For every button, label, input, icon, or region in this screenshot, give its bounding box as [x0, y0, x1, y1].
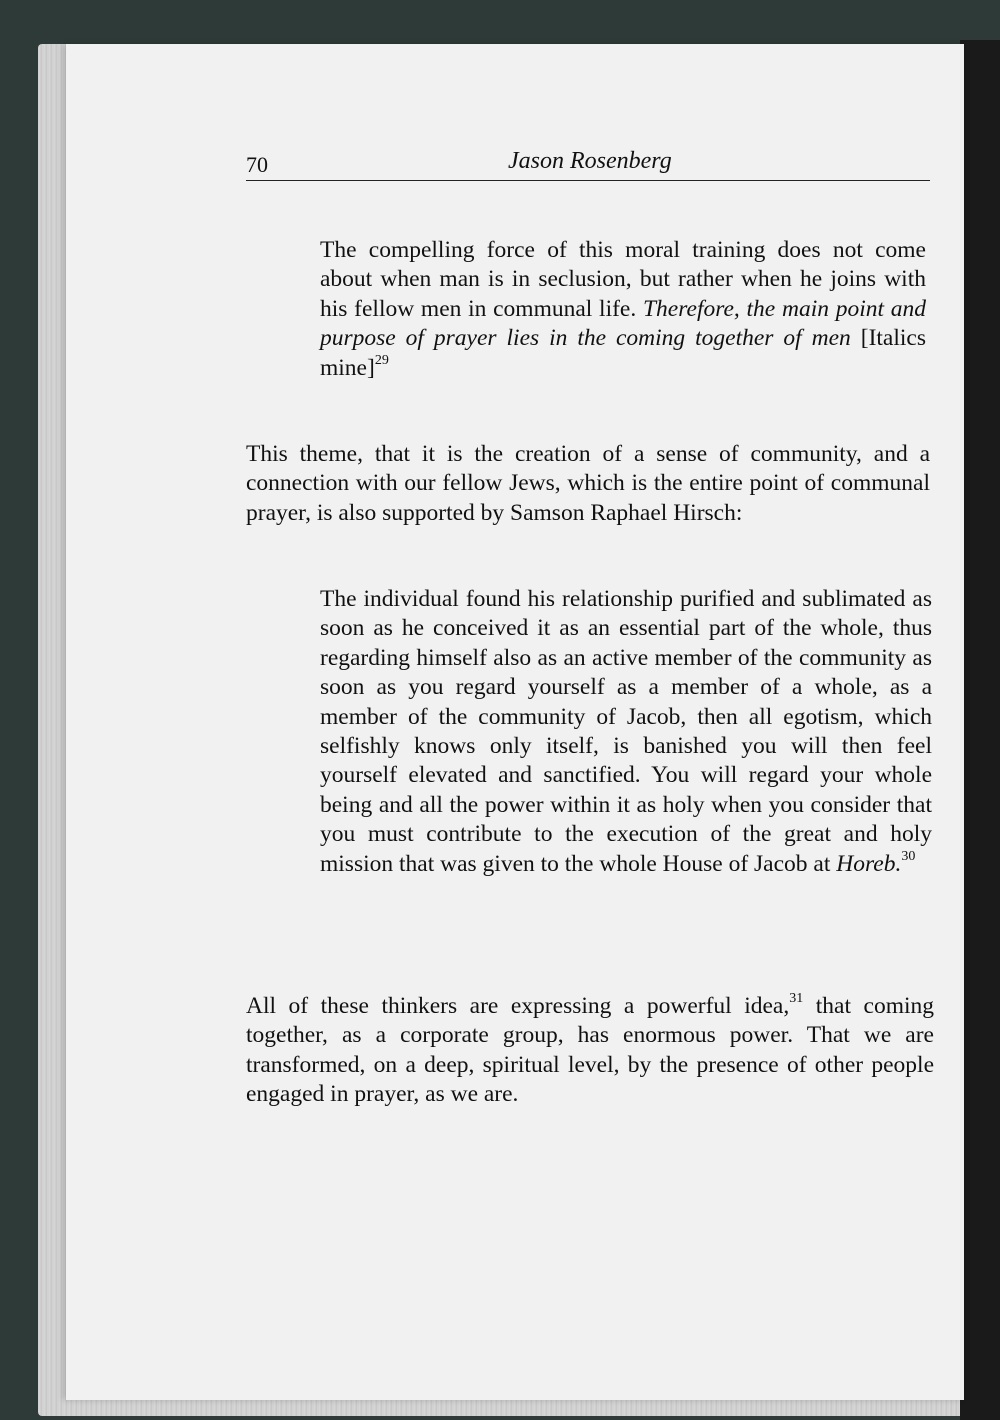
- block-quote-1-italic: Therefore, the main point and purpose of prayer lies in the coming together of men: [320, 295, 926, 352]
- paragraph-3-text: All of these thinkers are expressing a powerful idea,: [246, 993, 790, 1019]
- footnote-ref-30: 30: [901, 848, 916, 864]
- block-quote-1-text-end: [Italics mine]: [320, 325, 926, 381]
- paragraph-3-text-end: that coming together, as a corporate group, has enormous power. That we are transformed, on a deep, spiritual level, by the presence of other people engaged in prayer, as we are.: [246, 993, 934, 1108]
- book-cover-edge: [960, 40, 1000, 1420]
- footnote-ref-31: 31: [789, 991, 804, 1007]
- block-quote-2-text: The individual found his relationship purified and sublimated as soon as he conceived it as an essential part of the whole, thus regarding himself also as an active member of the community as soon as you regard yourself as a member of a whole, as a member of the community of Jacob, then all egotism, which selfishly knows only itself, is banished you will then feel yourself elevated and sanctified. You will regard your whole being and all the power within it as holy when you consider that you must contribute to the execution of the great and holy mission that was given to the whole House of Jacob at: [320, 586, 932, 877]
- block-quote-2-italic: Horeb.: [836, 850, 902, 877]
- block-quote-1: [320, 236, 926, 383]
- block-quote-1-text: The compelling force of this moral training does not come about when man is in seclusion, but rather when he joins with his fellow men in communal life.: [320, 237, 926, 322]
- paragraph-2: This theme, that it is the creation of a sense of community, and a connection with our fellow Jews, which is the entire point of communal prayer, is also supported by Samson Raphael Hirsch:: [246, 441, 930, 526]
- block-quote-2: [320, 585, 932, 879]
- running-head: Jason Rosenberg: [508, 148, 672, 174]
- page-number: 70: [246, 152, 268, 177]
- footnote-ref-29: 29: [374, 352, 389, 368]
- page-header: [246, 148, 930, 181]
- paragraph-3: [246, 992, 934, 1110]
